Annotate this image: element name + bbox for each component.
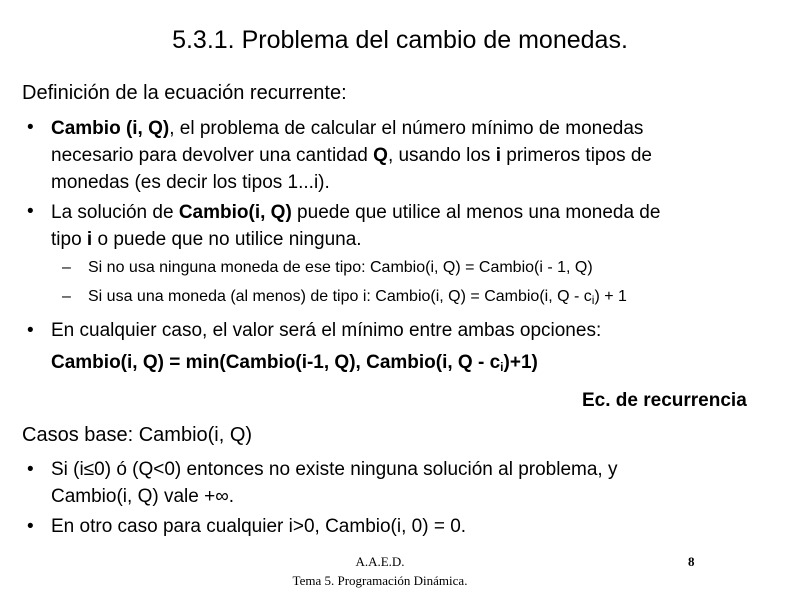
bullet-minimum: En cualquier caso, el valor será el mínimo entre ambas opciones: xyxy=(51,320,602,341)
bullet-marker: • xyxy=(27,516,34,537)
recurrence-label: Ec. de recurrencia xyxy=(582,390,747,411)
recurrence-formula xyxy=(51,352,538,374)
bold-text: Cambio(i, Q) xyxy=(178,202,292,223)
section-heading-definition: Definición de la ecuación recurrente: xyxy=(22,82,347,104)
bullet-cambio-definition xyxy=(51,115,652,196)
sub-bullet-no-coin: Si no usa ninguna moneda de ese tipo: Cambio(i, Q) = Cambio(i - 1, Q) xyxy=(88,259,593,276)
text: , el problema de calcular el número mínimo de monedas xyxy=(169,118,644,139)
dash-marker: – xyxy=(62,259,71,276)
text: primeros tipos de xyxy=(500,145,652,166)
subscript: i xyxy=(500,360,504,374)
text: La solución de xyxy=(51,202,179,223)
page-title: 5.3.1. Problema del cambio de monedas. xyxy=(172,26,628,54)
text: ) + 1 xyxy=(594,288,627,305)
bullet-base-case-infinity xyxy=(51,456,617,510)
subscript: i xyxy=(591,293,595,307)
bold-text: i xyxy=(86,229,93,250)
text: tipo xyxy=(51,229,87,250)
bullet-marker: • xyxy=(27,117,34,138)
text: Cambio(i, Q) = min(Cambio(i-1, Q), Cambio(i, Q - c xyxy=(51,352,501,373)
text: necesario para devolver una cantidad xyxy=(51,145,374,166)
bold-text: Q xyxy=(373,145,388,166)
sub-bullet-with-coin xyxy=(88,288,627,306)
text: , usando los xyxy=(387,145,496,166)
bullet-solution xyxy=(51,199,660,253)
text: o puede que no utilice ninguna. xyxy=(92,229,362,250)
footer-course: A.A.E.D. xyxy=(355,554,405,569)
footer-topic: Tema 5. Programación Dinámica. xyxy=(292,573,468,588)
bullet-base-case-zero: En otro caso para cualquier i>0, Cambio(i, 0) = 0. xyxy=(51,516,467,537)
bullet-marker: • xyxy=(27,320,34,341)
section-heading-base-cases: Casos base: Cambio(i, Q) xyxy=(22,424,253,446)
text: Si (i≤0) ó (Q<0) entonces no existe ninguna solución al problema, y xyxy=(51,459,618,480)
bullet-marker: • xyxy=(27,459,34,480)
text: monedas (es decir los tipos 1...i). xyxy=(51,172,330,193)
bold-text: Cambio (i, Q) xyxy=(51,118,170,139)
bold-text: i xyxy=(495,145,501,166)
dash-marker: – xyxy=(62,288,71,305)
page-number: 8 xyxy=(688,554,695,569)
bullet-marker: • xyxy=(27,201,34,222)
text: )+1) xyxy=(503,352,538,373)
text: Cambio(i, Q) vale +∞. xyxy=(51,486,235,507)
text: Si usa una moneda (al menos) de tipo i: Cambio(i, Q) = Cambio(i, Q - c xyxy=(88,288,592,305)
text: puede que utilice al menos una moneda de xyxy=(291,202,661,223)
